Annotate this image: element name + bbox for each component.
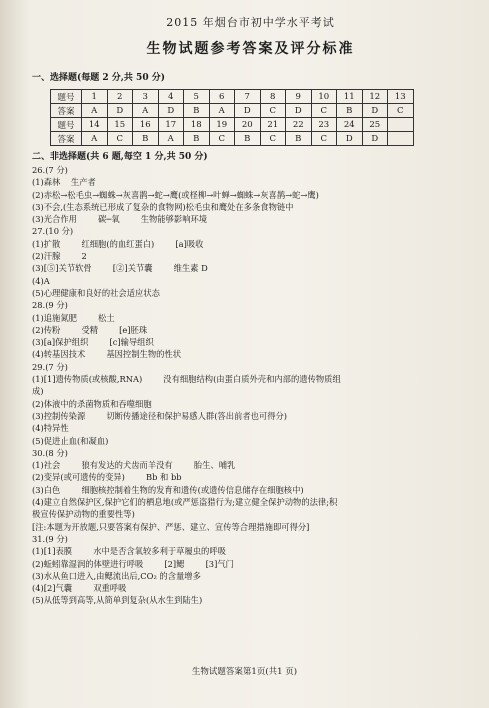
table-cell: 18 <box>184 118 210 132</box>
table-cell: 13 <box>388 90 414 104</box>
table-cell: B <box>235 132 261 146</box>
table-cell: C <box>311 132 337 146</box>
answer-line: 28.(9 分) <box>32 300 68 311</box>
table-cell: C <box>260 132 286 146</box>
answer-line: (5)从低等到高等,从简单到复杂(从水生到陆生) <box>32 595 203 606</box>
table-cell <box>388 118 414 132</box>
table-cell: B <box>286 132 312 146</box>
answer-line: 30.(8 分) <box>32 447 68 458</box>
table-row <box>51 90 414 104</box>
answer-line: (2)体液中的杀菌物质和吞噬细胞 <box>32 398 152 409</box>
table-cell: A <box>133 104 159 118</box>
answer-line: (5)心理健康和良好的社会适应状态 <box>32 287 160 298</box>
table-cell: 22 <box>286 118 312 132</box>
answer-line: (4)特异性 <box>32 423 69 434</box>
answer-line: (4)[2]气囊 双重呼吸 <box>32 583 127 594</box>
table-cell: C <box>260 104 286 118</box>
table-cell: 8 <box>260 90 286 104</box>
answer-line: (2)赤松→松毛虫→蜘蛛→灰喜鹊→蛇→鹰(或柽柳→叶蝉→蜘蛛→灰喜鹊→蛇→鹰) <box>32 189 319 200</box>
row-header-cell: 答案 <box>51 104 82 118</box>
table-cell: D <box>362 132 388 146</box>
answer-line: [注:本题为开放题,只要答案有保护、严惩、建立、宣传等合理措施即可得分] <box>32 521 310 532</box>
row-header-cell: 题号 <box>51 118 82 132</box>
table-cell: 9 <box>286 90 312 104</box>
answer-line: (4)转基因技术 基因控制生物的性状 <box>32 349 182 360</box>
section2-heading: 二、非选择题(共 6 题,每空 1 分,共 50 分) <box>32 152 208 162</box>
table-cell: 19 <box>209 118 235 132</box>
table-cell: 3 <box>133 90 159 104</box>
table-cell: 1 <box>82 90 108 104</box>
document-subtitle: 生物试题参考答案及评分标准 <box>146 41 355 57</box>
section1-heading: 一、选择题(每题 2 分,共 50 分) <box>32 73 165 83</box>
table-cell: 7 <box>235 90 261 104</box>
table-cell: 14 <box>82 118 108 132</box>
table-cell: B <box>184 104 210 118</box>
table-cell: 10 <box>311 90 337 104</box>
table-cell: A <box>82 132 108 146</box>
answer-line: (2)传粉 受精 [e]胚珠 <box>32 324 148 335</box>
answer-line: (1)[1]表膜 水中是否含氧较多利于草履虫的呼吸 <box>32 546 226 557</box>
table-cell: D <box>107 104 133 118</box>
table-cell: 12 <box>362 90 388 104</box>
table-cell: 17 <box>158 118 184 132</box>
answer-line: (3)光合作用 碳─氧 生物能够影响环境 <box>32 214 208 225</box>
table-cell: A <box>209 104 235 118</box>
table-cell: 2 <box>107 90 133 104</box>
table-row <box>51 104 414 118</box>
answer-line: (3)不会,(生态系统已形成了复杂的食物网)松毛虫和鹰处在多条食物链中 <box>32 201 294 212</box>
answer-line: 29.(7 分) <box>32 361 68 372</box>
table-cell: 24 <box>337 118 363 132</box>
table-cell: 23 <box>311 118 337 132</box>
table-cell: D <box>158 104 184 118</box>
answer-line: (2)变异(或可遗传的变异) Bb 和 bb <box>32 472 182 483</box>
table-cell: B <box>184 132 210 146</box>
table-cell: A <box>158 132 184 146</box>
answer-line: (1)[1]遗传物质(或核酸,RNA) 没有细胞结构(由蛋白质外壳和内部的遗传物质组 <box>32 374 341 385</box>
table-cell: 15 <box>107 118 133 132</box>
answer-line: 31.(9 分) <box>32 533 68 544</box>
table-row <box>51 132 414 146</box>
answer-line: (1)扩散 红细胞(的血红蛋白) [a]吸收 <box>32 238 204 249</box>
table-cell: 16 <box>133 118 159 132</box>
answer-line: (3)水从鱼口进入,由鳃流出后,CO₂ 的含量增多 <box>32 570 201 581</box>
table-cell: D <box>337 132 363 146</box>
answer-line: (3)白色 细胞核控制着生物的发育和遗传(或遗传信息储存在细胞核中) <box>32 484 304 495</box>
answer-table <box>50 89 414 146</box>
answer-line: (1)社会 狼有发达的犬齿而羊没有 胎生、哺乳 <box>32 460 236 471</box>
answer-line: (4)建立自然保护区,保护它们的栖息地(或严惩盗猎行为;建立健全保护动物的法律;积 <box>32 497 338 508</box>
table-cell: D <box>362 104 388 118</box>
table-cell: 21 <box>260 118 286 132</box>
answers-body <box>32 164 469 607</box>
row-header-cell: 题号 <box>51 90 82 104</box>
table-cell: 20 <box>235 118 261 132</box>
table-cell <box>388 132 414 146</box>
table-cell: C <box>107 132 133 146</box>
answer-line: (5)促进止血(和凝血) <box>32 435 109 446</box>
answer-line: (1)追施氮肥 松土 <box>32 312 115 323</box>
answer-line: (3)[⑤]关节软骨 [②]关节囊 维生素 D <box>32 263 208 274</box>
answer-line: 成) <box>32 386 44 397</box>
exam-title: 2015 年烟台市初中学水平考试 <box>166 16 335 29</box>
answer-line: (2)蚯蚓靠湿润的体壁进行呼吸 [2]鳃 [3]气门 <box>32 558 234 569</box>
table-cell: 25 <box>362 118 388 132</box>
table-cell: 6 <box>209 90 235 104</box>
table-cell: A <box>82 104 108 118</box>
table-cell: D <box>235 104 261 118</box>
table-cell: C <box>311 104 337 118</box>
answer-line: (1)森林 生产者 <box>32 177 96 188</box>
page-footer: 生物试题答案第1页(共1 页) <box>191 667 298 677</box>
table-cell: 5 <box>184 90 210 104</box>
answer-line: 26.(7 分) <box>32 165 68 175</box>
answer-line: (3)[a]保护组织 [c]输导组织 <box>32 337 154 348</box>
answer-line: 极宣传保护动物的重要性等) <box>32 509 135 520</box>
table-cell: 11 <box>337 90 363 104</box>
table-cell: B <box>133 132 159 146</box>
row-header-cell: 答案 <box>51 132 82 146</box>
answer-line: (3)控制传染源 切断传播途径和保护易感人群(答出前者也可得分) <box>32 410 288 421</box>
answer-line: 27.(10 分) <box>32 226 74 237</box>
table-row <box>51 118 414 132</box>
table-cell: B <box>337 104 363 118</box>
answer-line: (4)A <box>32 275 50 286</box>
table-cell: C <box>388 104 414 118</box>
answer-line: (2)汗腺 2 <box>32 251 87 262</box>
table-cell: D <box>286 104 312 118</box>
table-cell: 4 <box>158 90 184 104</box>
table-cell: C <box>209 132 235 146</box>
